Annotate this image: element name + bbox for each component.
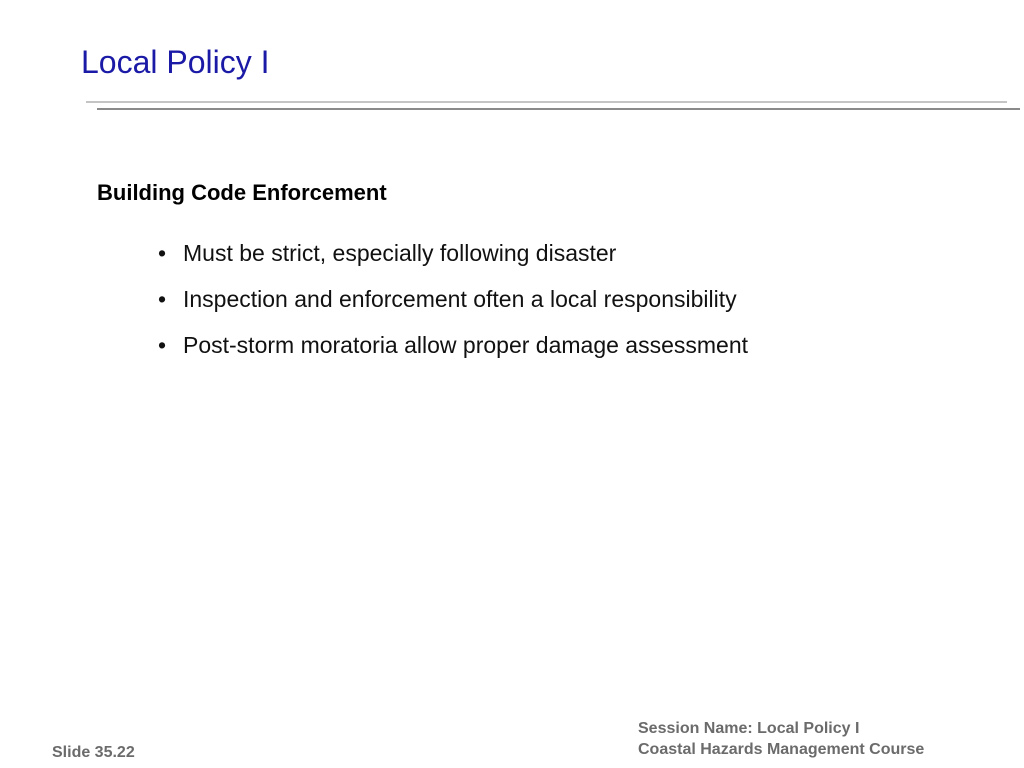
bullet-text: Post-storm moratoria allow proper damage assessment [183,332,749,358]
bullet-item [158,332,748,378]
slide-title: Local Policy I [81,44,270,80]
bullet-item [158,240,748,286]
bullet-list [158,240,748,378]
course-name: Coastal Hazards Management Course [638,741,925,758]
bullet-text: Must be strict, especially following disaster [183,240,617,266]
bullet-dot-icon: • [158,286,167,312]
bullet-text: Inspection and enforcement often a local responsibility [183,286,737,312]
title-divider-dark [97,108,1020,110]
bullet-dot-icon: • [158,240,167,266]
title-divider-light [86,101,1007,103]
section-heading: Building Code Enforcement [97,180,387,205]
slide-number: Slide 35.22 [52,744,135,761]
bullet-item [158,286,748,332]
footer-session-info [638,718,924,760]
bullet-dot-icon: • [158,332,167,358]
session-name: Session Name: Local Policy I [638,720,860,737]
